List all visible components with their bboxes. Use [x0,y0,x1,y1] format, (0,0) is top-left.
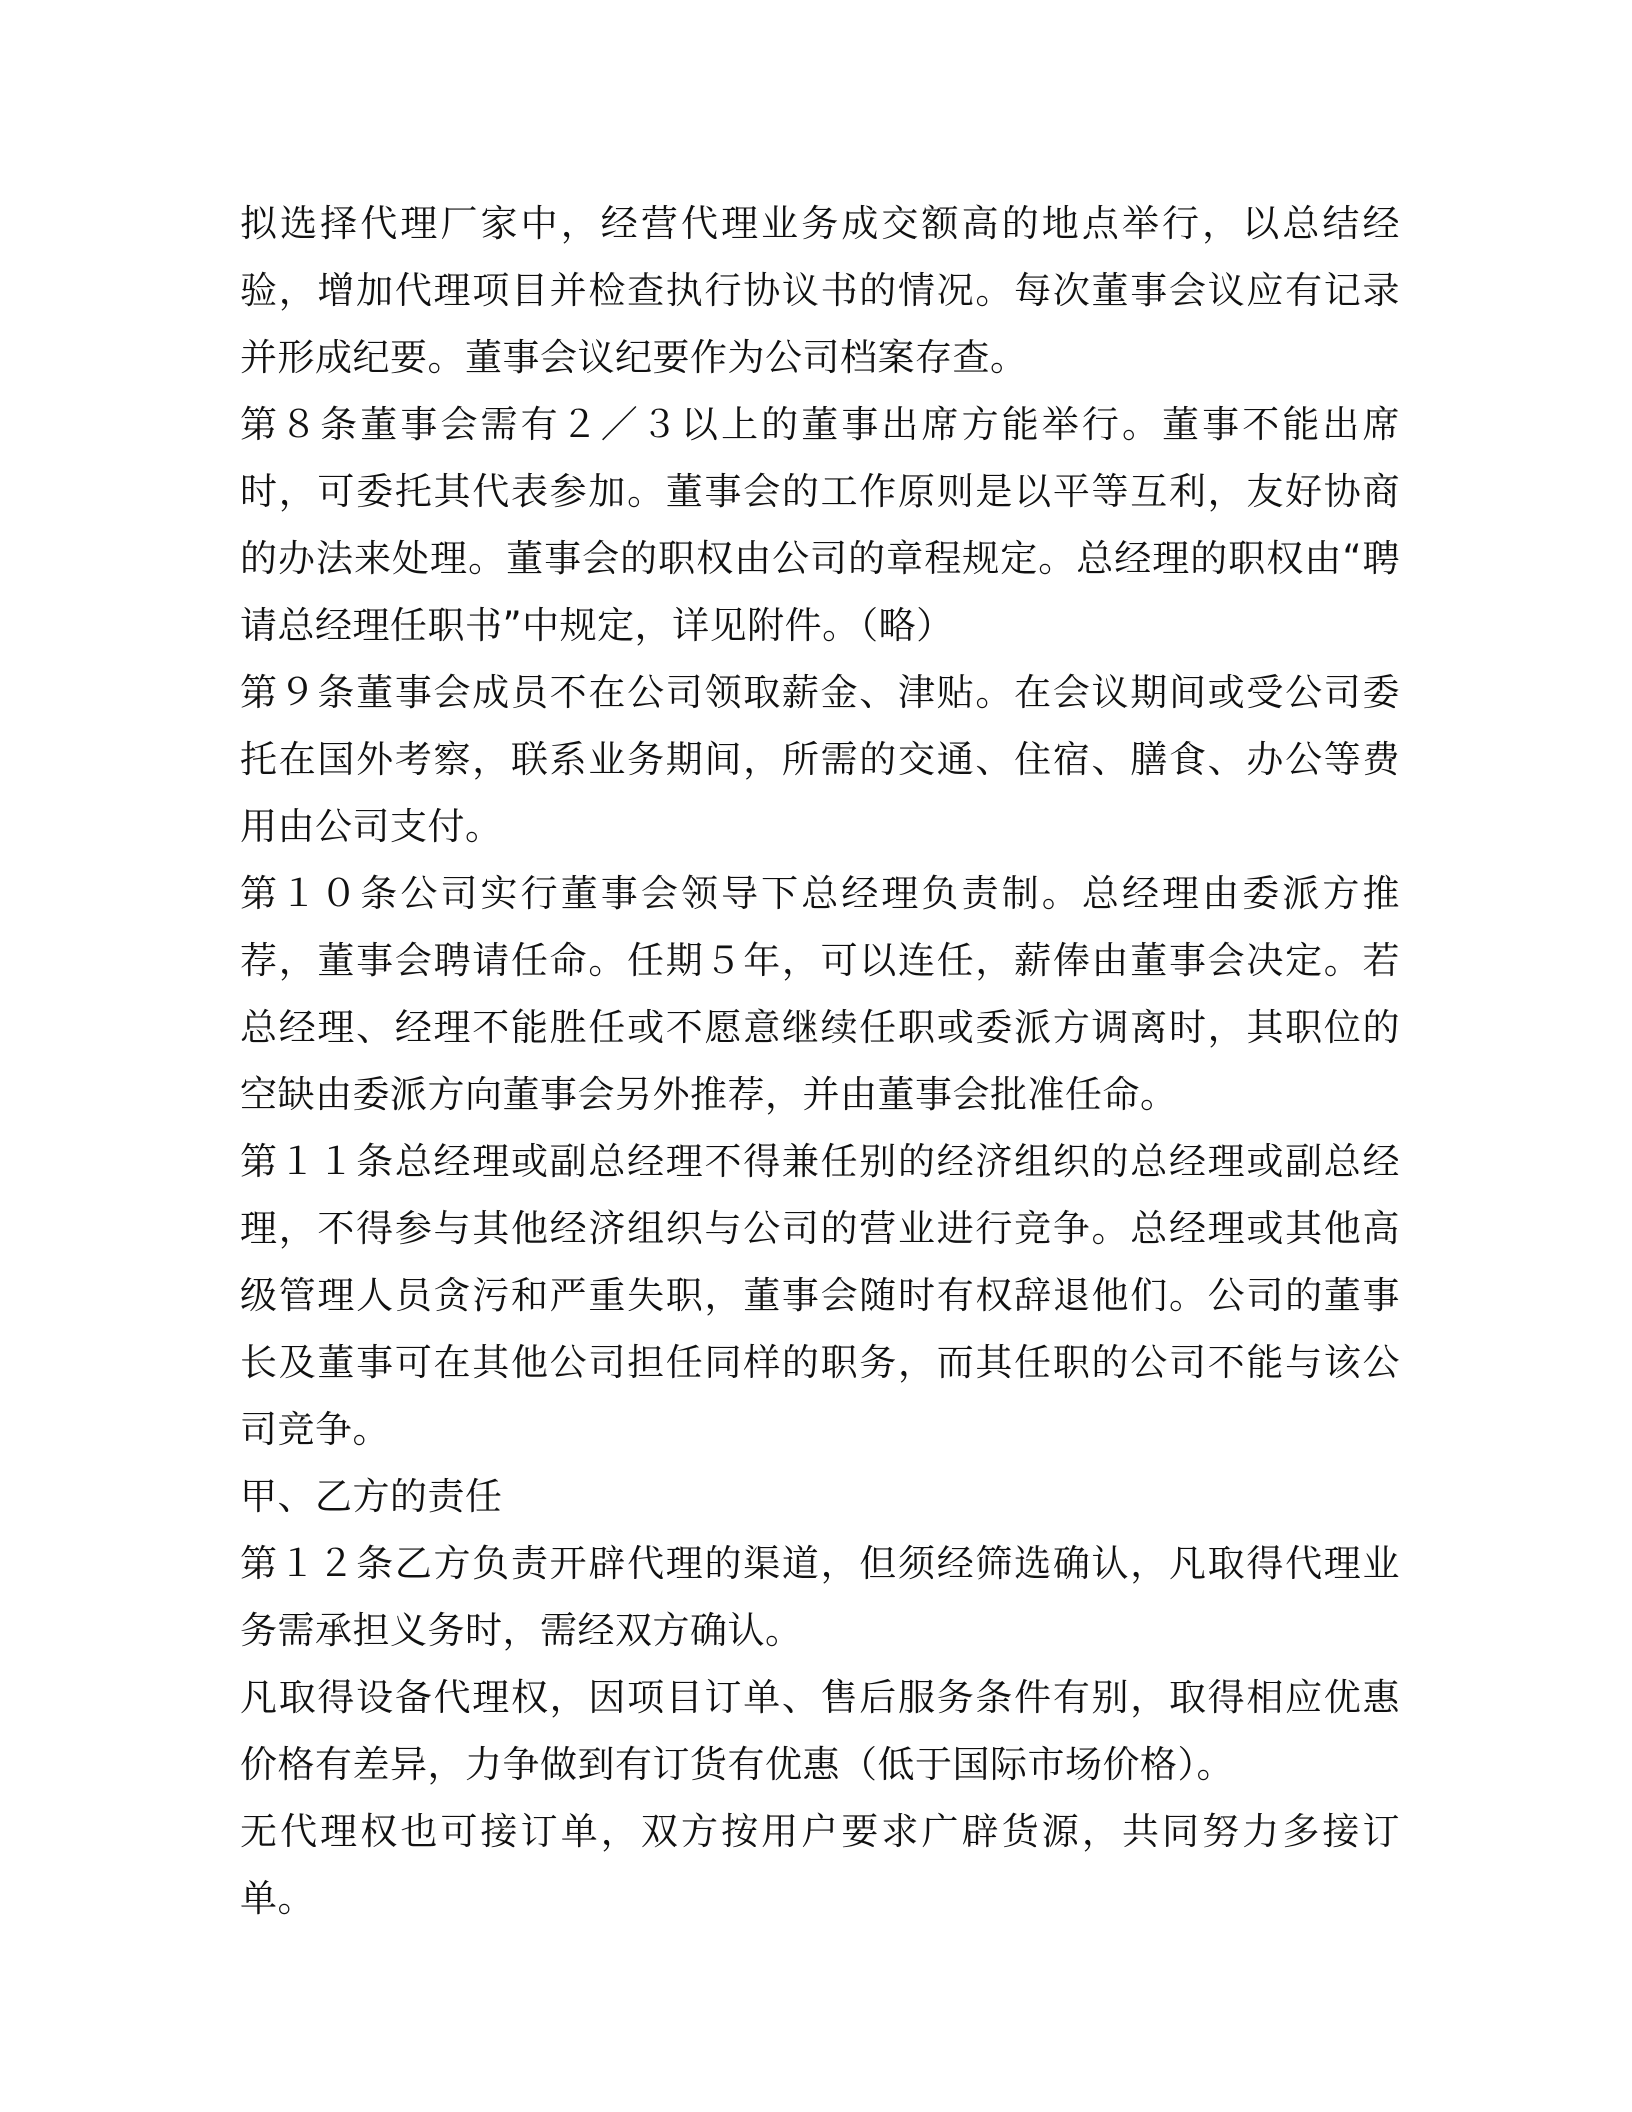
paragraph-article-9: 第９条董事会成员不在公司领取薪金、津贴。在会议期间或受公司委托在国外考察，联系业务期间，所需的交通、住宿、膳食、办公等费用由公司支付。 [240,671,1400,848]
paragraph-article-11: 第１１条总经理或副总经理不得兼任别的经济组织的总经理或副总经理，不得参与其他经济组织与公司的营业进行竞争。总经理或其他高级管理人员贪污和严重失职，董事会随时有权辞退他们。公司的董事长及董事可在其他公司担任同样的职务，而其任职的公司不能与该公司竞争。 [240,1140,1400,1451]
section-heading-responsibilities: 甲、乙方的责任 [240,1475,503,1518]
paragraph-article-8: 第８条董事会需有２／３以上的董事出席方能举行。董事不能出席时，可委托其代表参加。董事会的工作原则是以平等互利，友好协商的办法来处理。董事会的职权由公司的章程规定。总经理的职权由“聘请总经理任职书”中规定，详见附件。（略） [240,403,1400,647]
paragraph-agency-rights: 凡取得设备代理权，因项目订单、售后服务条件有别，取得相应优惠价格有差异，力争做到有订货有优惠（低于国际市场价格）。 [240,1676,1400,1786]
paragraph-meeting-location: 拟选择代理厂家中，经营代理业务成交额高的地点举行，以总结经验，增加代理项目并检查执行协议书的情况。每次董事会议应有记录并形成纪要。董事会议纪要作为公司档案存查。 [240,202,1400,379]
paragraph-article-12: 第１２条乙方负责开辟代理的渠道，但须经筛选确认，凡取得代理业务需承担义务时，需经双方确认。 [240,1542,1400,1652]
document-body [240,190,1400,1932]
paragraph-no-agency-orders: 无代理权也可接订单，双方按用户要求广辟货源，共同努力多接订单。 [240,1810,1400,1920]
paragraph-article-10: 第１０条公司实行董事会领导下总经理负责制。总经理由委派方推荐，董事会聘请任命。任期５年，可以连任，薪俸由董事会决定。若总经理、经理不能胜任或不愿意继续任职或委派方调离时，其职位的空缺由委派方向董事会另外推荐，并由董事会批准任命。 [240,872,1400,1116]
